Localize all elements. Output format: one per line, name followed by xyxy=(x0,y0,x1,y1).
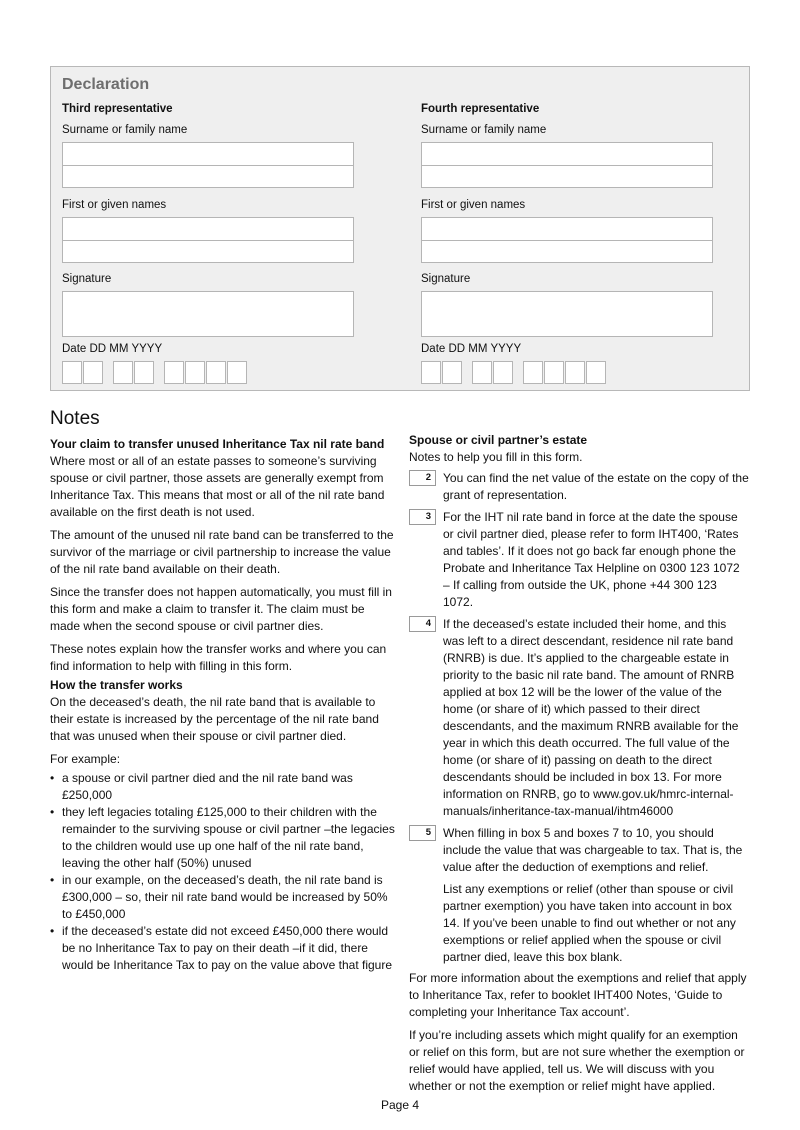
claim-paragraph: Where most or all of an estate passes to someone’s surviving spouse or civil partner, those assets are generally exempt from Inheritance Tax. This means that most or all of the nil rate band available on the first death is not used. xyxy=(50,454,385,519)
note-item xyxy=(409,509,749,611)
list-item: • in our example, on the deceased’s death, the nil rate band is £300,000 – so, their nil rate band would be increased by 50% to £450,000 xyxy=(50,872,396,923)
how-paragraph: On the deceased’s death, the nil rate band that is available to their estate is increased by the percentage of the nil rate band that was unused when their spouse or civil partner died. xyxy=(50,695,379,743)
note-text: If the deceased’s estate included their home, and this was left to a direct descendant, residence nil rate band (RNRB) is due. It’s applied to the chargeable estate in priority to the basic nil rate band. The amount of RNRB applied at box 12 will be the lower of the value of the home (or share of it) which passed to their direct descendants, and the maximum RNRB available for the year in which this death occurred. The full value of the home (or share of it) passing on death to the direct descendants should be included in box 13. For more information on RNRB, go to www.gov.uk/hmrc-internal-manuals/inheritance-tax-manual/ihtm46000 xyxy=(443,617,739,818)
declaration-panel xyxy=(50,66,750,391)
surname-field[interactable] xyxy=(62,142,354,188)
surname-label: Surname or family name xyxy=(62,124,188,136)
first-names-label: First or given names xyxy=(62,199,167,211)
claim-paragraph: Since the transfer does not happen automatically, you must fill in this form and make a claim to transfer it. The claim must be made when the second spouse or civil partner dies. xyxy=(50,585,392,633)
date-label: Date DD MM YYYY xyxy=(421,343,522,355)
claim-paragraph: These notes explain how the transfer works and where you can find information to help with filling in this form. xyxy=(50,642,387,673)
claim-paragraph: The amount of the unused nil rate band can be transferred to the survivor of the marriage or civil partnership to increase the value of the nil rate band available on their death. xyxy=(50,528,394,576)
page-number: Page 4 xyxy=(380,1098,420,1112)
fourth-representative-heading: Fourth representative xyxy=(421,103,540,115)
note-item xyxy=(409,616,749,820)
note-item xyxy=(409,825,749,966)
list-item: • if the deceased’s estate did not exceed £450,000 there would be no Inheritance Tax to pay on their death –if it did, there would be Inheritance Tax to pay on the value above that figure xyxy=(50,923,396,974)
declaration-title: Declaration xyxy=(62,76,150,93)
box-number: 3 xyxy=(409,509,436,525)
signature-field[interactable] xyxy=(421,291,713,337)
qualify-paragraph: If you’re including assets which might qualify for an exemption or relief on this form, but are not sure whether the exemption or relief would have applied, tell us. We will discuss with you whether or not the exemption or relief might have applied. xyxy=(409,1028,745,1093)
box-number: 2 xyxy=(409,470,436,486)
signature-label: Signature xyxy=(62,273,112,285)
first-names-field[interactable] xyxy=(421,217,713,263)
more-info-paragraph: For more information about the exemptions and relief that apply to Inheritance Tax, refer to booklet IHT400 Notes, ‘Guide to completing your Inheritance Tax account’. xyxy=(409,971,747,1019)
list-item: • they left legacies totaling £125,000 to their children with the remainder to the surviving spouse or civil partner –the legacies to the children would use up one half of the nil rate band, leaving the other half (50%) unused xyxy=(50,804,396,872)
spouse-estate-heading: Spouse or civil partner’s estate xyxy=(409,433,588,447)
example-intro: For example: xyxy=(50,752,121,766)
notes-right-column xyxy=(409,432,749,1101)
third-representative-heading: Third representative xyxy=(62,103,173,115)
notes-left-column xyxy=(50,436,396,974)
note-item xyxy=(409,470,749,504)
first-names-field[interactable] xyxy=(62,217,354,263)
fourth-representative-section xyxy=(421,101,713,391)
note-text: For the IHT nil rate band in force at the date the spouse or civil partner died, please refer to form IHT400, ‘Rates and tables’. If it does not go back far enough phone the Probate and Inheritance Tax Helpline on 0300 123 1072 – If calling from outside the UK, phone +44 300 123 1072. xyxy=(443,510,740,609)
right-intro: Notes to help you fill in this form. xyxy=(409,450,583,464)
example-list xyxy=(50,770,396,974)
signature-label: Signature xyxy=(421,273,471,285)
signature-field[interactable] xyxy=(62,291,354,337)
surname-label: Surname or family name xyxy=(421,124,547,136)
note-text: You can find the net value of the estate on the copy of the grant of representation. xyxy=(443,471,749,502)
first-names-label: First or given names xyxy=(421,199,526,211)
how-heading: How the transfer works xyxy=(50,678,183,692)
list-item: • a spouse or civil partner died and the nil rate band was £250,000 xyxy=(50,770,396,804)
third-representative-section xyxy=(62,101,354,391)
date-label: Date DD MM YYYY xyxy=(62,343,163,355)
note-text: When filling in box 5 and boxes 7 to 10, you should include the value that was chargeable to tax. That is, the value after the deduction of exemptions and relief. xyxy=(443,826,743,874)
surname-field[interactable] xyxy=(421,142,713,188)
note-text: List any exemptions or relief (other than spouse or civil partner exemption) you have taken into account in box 14. If you’ve been unable to find out whether or not any exemptions or relief applied when the spouse or civil partner died, leave this box blank. xyxy=(443,882,736,964)
box-number: 5 xyxy=(409,825,436,841)
box-number: 4 xyxy=(409,616,436,632)
notes-title: Notes xyxy=(50,408,100,429)
claim-heading: Your claim to transfer unused Inheritance Tax nil rate band xyxy=(50,437,385,451)
